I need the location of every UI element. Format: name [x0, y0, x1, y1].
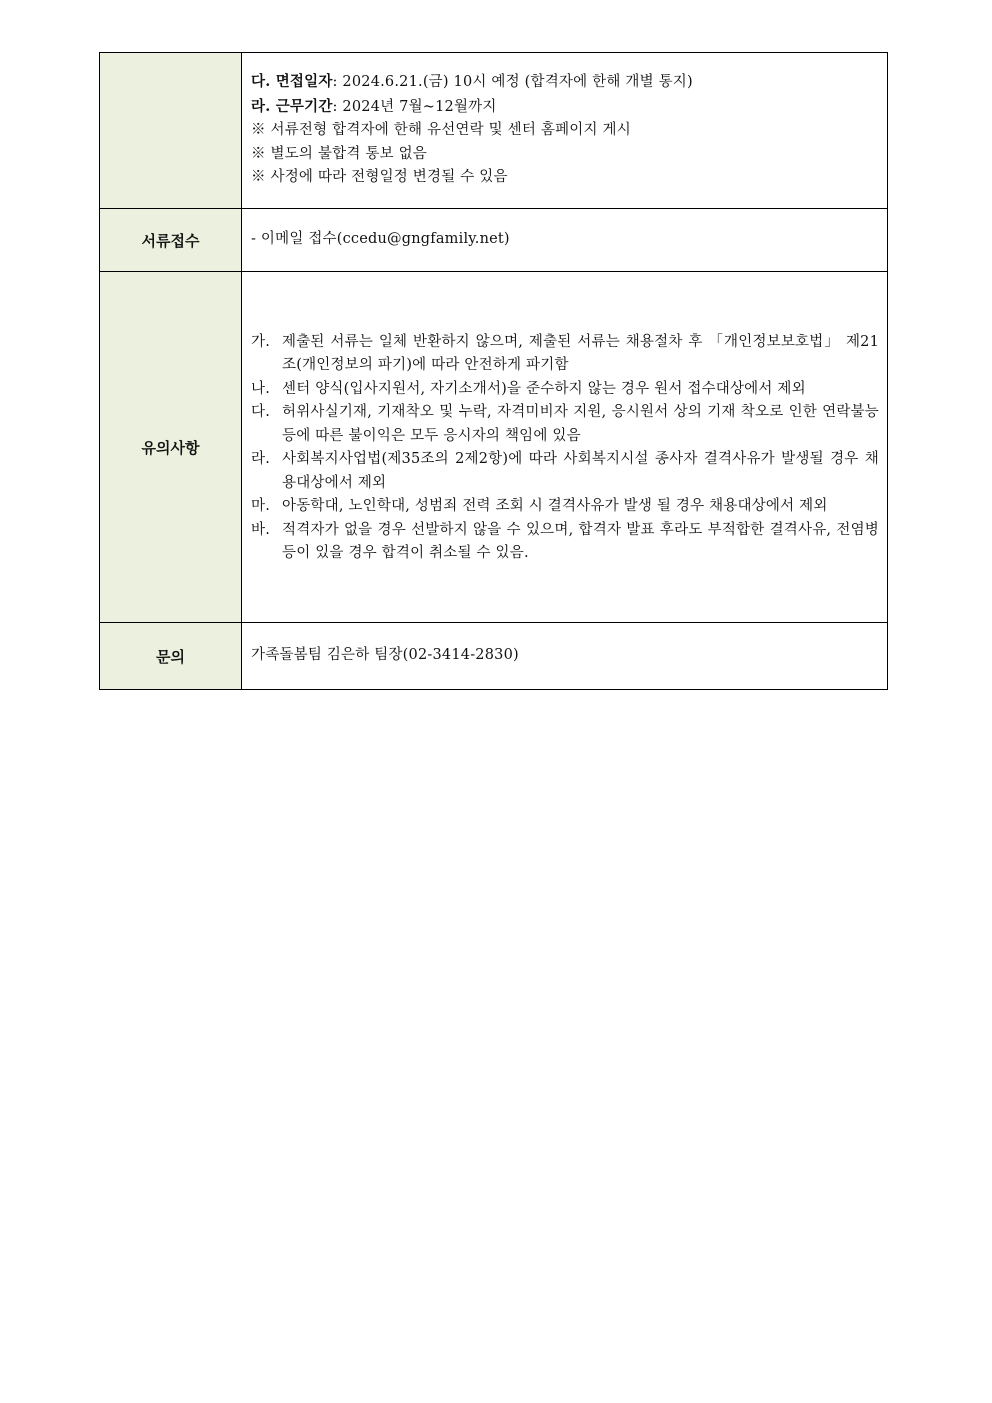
precautions-content-cell [242, 272, 888, 623]
precaution-text: 제출된 서류는 일체 반환하지 않으며, 제출된 서류는 채용절차 후 「개인정보보호법」 제21조(개인정보의 파기)에 따라 안전하게 파기함 [282, 333, 879, 373]
precaution-item [251, 495, 879, 519]
submission-label: 서류접수 [100, 209, 242, 272]
precaution-item [251, 401, 879, 448]
precaution-item [251, 378, 879, 402]
interview-date-value: : 2024.6.21.(금) 10시 예정 (합격자에 한해 개별 통지) [332, 74, 693, 91]
precaution-text: 센터 양식(입사지원서, 자기소개서)을 준수하지 않는 경우 원서 접수대상에서 제외 [282, 380, 806, 397]
precaution-text: 사회복지사업법(제35조의 2제2항)에 따라 사회복지시설 종사자 결격사유가 발생될 경우 채용대상에서 제외 [282, 451, 879, 491]
interview-date-label: 다. 면접일자 [251, 73, 333, 91]
submission-value: - 이메일 접수(ccedu@gngfamily.net) [251, 231, 510, 248]
contact-row [100, 623, 888, 690]
precaution-marker: 바. [251, 521, 271, 538]
contact-content-cell [242, 623, 888, 690]
submission-content-cell [242, 209, 888, 272]
contact-label: 문의 [100, 623, 242, 690]
work-period-line [251, 95, 879, 120]
schedule-label-cell [100, 53, 242, 209]
precaution-text: 허위사실기재, 기재착오 및 누락, 자격미비자 지원, 응시원서 상의 기재 착오로 인한 연락불능 등에 따른 불이익은 모두 응시자의 책임에 있음 [282, 404, 879, 444]
precautions-label: 유의사항 [100, 272, 242, 623]
precaution-item [251, 519, 879, 566]
precautions-row [100, 272, 888, 623]
schedule-row [100, 53, 888, 209]
recruitment-info-table [99, 52, 888, 690]
precaution-marker: 가. [251, 333, 271, 350]
work-period-value: : 2024년 7월~12월까지 [332, 98, 497, 115]
precaution-marker: 마. [251, 498, 271, 514]
interview-date-line [251, 70, 879, 95]
precaution-text: 적격자가 없을 경우 선발하지 않을 수 있으며, 합격자 발표 후라도 부적합한 결격사유, 전염병 등이 있을 경우 합격이 취소될 수 있음. [282, 521, 879, 561]
precaution-item [251, 331, 879, 378]
contact-value: 가족돌봄팀 김은하 팀장(02-3414-2830) [251, 647, 519, 664]
precaution-item [251, 448, 879, 495]
submission-row [100, 209, 888, 272]
precaution-text: 아동학대, 노인학대, 성범죄 전력 조회 시 결격사유가 발생 될 경우 채용대상에서 제외 [282, 498, 828, 514]
precaution-marker: 라. [251, 451, 271, 467]
schedule-note: ※ 사정에 따라 전형일정 변경될 수 있음 [251, 169, 508, 186]
schedule-note: ※ 서류전형 합격자에 한해 유선연락 및 센터 홈페이지 게시 [251, 122, 631, 139]
work-period-label: 라. 근무기간 [251, 97, 333, 115]
schedule-content-cell [242, 53, 888, 209]
schedule-note: ※ 별도의 불합격 통보 없음 [251, 145, 428, 162]
precaution-marker: 다. [251, 404, 271, 420]
precaution-marker: 나. [251, 380, 271, 397]
